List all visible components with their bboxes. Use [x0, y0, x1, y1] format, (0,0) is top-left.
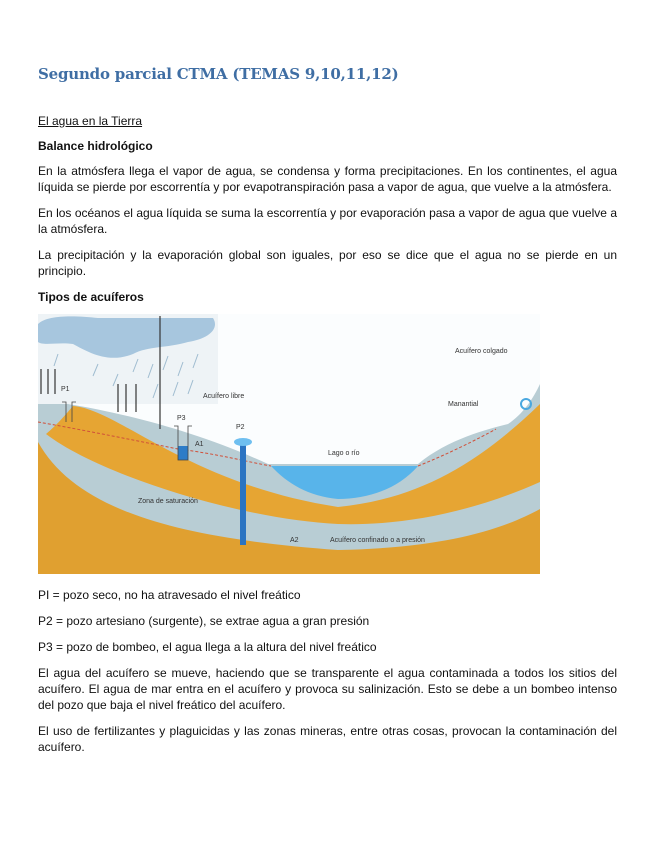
well-definition-p1: PI = pozo seco, no ha atravesado el nivel freático	[38, 588, 301, 602]
label-zona-saturacion: Zona de saturación	[138, 498, 198, 505]
paragraph: El agua del acuífero se mueve, haciendo que se transparente el agua contaminada a todos los sitios del acuífero. El agua de mar entra en el acuífero y provoca su salinización. Esto se debe a un bombeo intenso del pozo que baja el nivel freático del acuífero.	[38, 666, 617, 712]
label-a2: A2	[290, 537, 299, 544]
section-heading: El agua en la Tierra	[38, 114, 143, 128]
subheading-balance: Balance hidrológico	[38, 139, 153, 153]
label-p1: P1	[61, 386, 70, 393]
aquifer-diagram	[38, 314, 540, 574]
label-p3: P3	[177, 415, 186, 422]
well-definition-p3: P3 = pozo de bombeo, el agua llega a la altura del nivel freático	[38, 640, 377, 654]
label-acuifero-confinado: Acuífero confinado o a presión	[330, 537, 425, 544]
paragraph: En la atmósfera llega el vapor de agua, se condensa y forma precipitaciones. En los continentes, el agua líquida se pierde por escorrentía y por evapotranspiración pasa a vapor de agua, que vuelve a la atmósfera.	[38, 164, 617, 194]
label-manantial: Manantial	[448, 401, 479, 408]
label-p2: P2	[236, 424, 245, 431]
document-title: Segundo parcial CTMA (TEMAS 9,10,11,12)	[38, 65, 399, 83]
subheading-acuiferos: Tipos de acuíferos	[38, 290, 144, 304]
label-a1: A1	[195, 441, 204, 448]
paragraph: El uso de fertilizantes y plaguicidas y las zonas mineras, entre otras cosas, provocan la contaminación del acuífero.	[38, 724, 617, 754]
label-acuifero-colgado: Acuífero colgado	[455, 348, 508, 355]
paragraph: La precipitación y la evaporación global son iguales, por eso se dice que el agua no se pierde en un principio.	[38, 248, 617, 278]
label-acuifero-libre: Acuífero libre	[203, 393, 245, 400]
label-lago: Lago o río	[328, 450, 360, 457]
well-definition-p2: P2 = pozo artesiano (surgente), se extrae agua a gran presión	[38, 614, 370, 628]
paragraph: En los océanos el agua líquida se suma la escorrentía y por evaporación pasa a vapor de agua que vuelve a la atmósfera.	[38, 206, 617, 236]
